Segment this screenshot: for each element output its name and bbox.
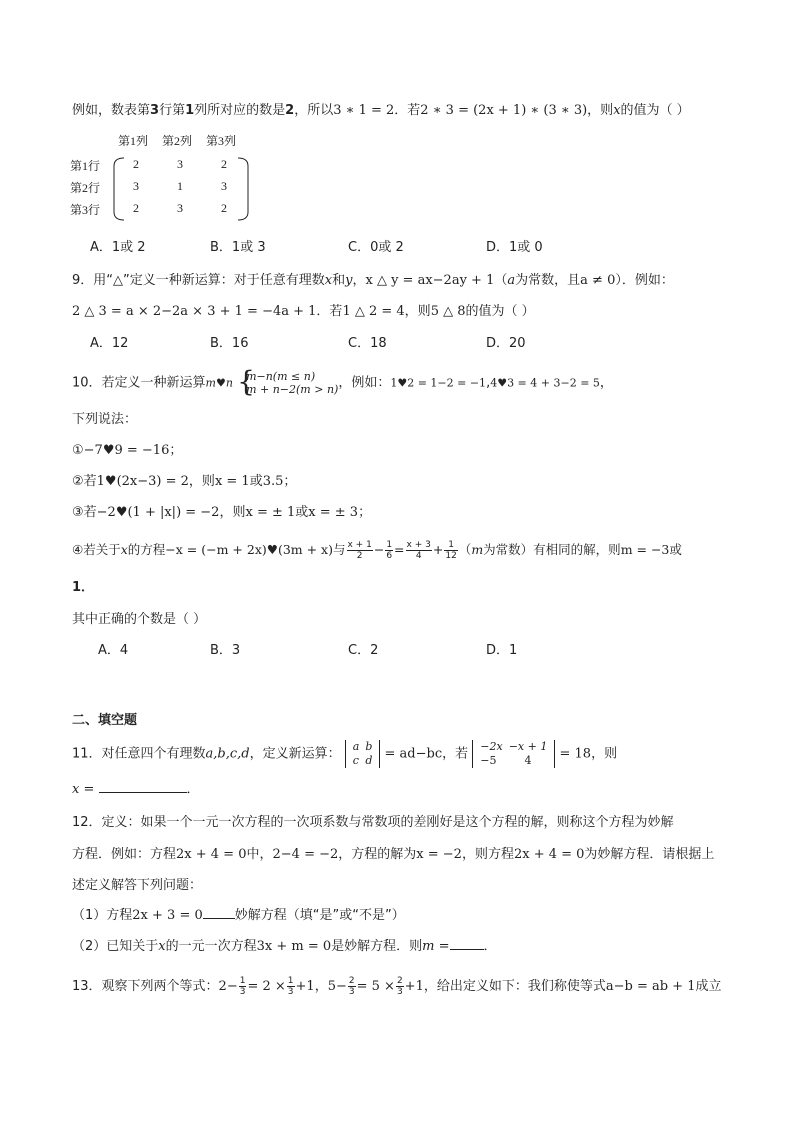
table-cell: 3 [221, 179, 227, 193]
option-d[interactable]: D．1 [486, 643, 518, 658]
q10-text: ； [283, 474, 297, 489]
q10-line2 [72, 410, 137, 430]
q10-math: = [394, 542, 405, 557]
q8-text: 列所对应的数是 [194, 103, 286, 118]
det-cell: b [365, 740, 373, 753]
numerator: 2 [348, 976, 355, 986]
q11-text: ． [186, 782, 200, 797]
q11-math: = 18 [559, 746, 592, 762]
denominator: 3 [396, 987, 403, 997]
q11-math: a,b,c,d [205, 746, 250, 762]
q10-text: ，则 [188, 474, 215, 489]
numerator: 1 [386, 540, 393, 550]
q9-math: 1 △ 2 = 4 [342, 304, 405, 319]
option-a[interactable]: A．4 [98, 643, 129, 658]
q8-stem [72, 101, 690, 121]
q12-math: 3x + m = 0 [256, 939, 332, 954]
q9-text: ．若 [316, 304, 343, 319]
statement-marker: ④若关于 [72, 542, 121, 557]
table-cell: 3 [177, 201, 183, 215]
option-c[interactable]: C．18 [348, 336, 387, 351]
q10-math: −2♥(1 + |x|) = −2 [96, 505, 220, 520]
table-cell: 2 [133, 201, 139, 215]
q12-part2 [72, 937, 497, 957]
q10-s2 [72, 472, 296, 492]
q10-math: −x = (−m + 2x)♥(3m + x) [165, 542, 333, 557]
table-cell: 1 [177, 179, 183, 193]
q10-text: ； [358, 505, 372, 520]
q9-line1 [72, 271, 674, 291]
q12-text: 为妙解方程．请根据上 [584, 847, 715, 862]
option-b[interactable]: B．16 [210, 336, 249, 351]
denominator: 12 [445, 551, 457, 561]
fraction [396, 976, 404, 997]
q12-text: 的一元一次方程 [165, 939, 257, 954]
table-cell: 2 [133, 157, 139, 171]
q10-math: x [120, 542, 128, 557]
q10-math: −7♥9 = −16 [83, 443, 170, 458]
q9-math: a [507, 273, 516, 288]
q10-math: m♥n [205, 376, 233, 390]
q8-text: ，则 [587, 103, 614, 118]
q10-math: x = 1 [214, 474, 250, 489]
determinant [472, 740, 555, 768]
q12-text: 述定义解答下列问题： [72, 878, 203, 893]
q10-text: 1． [72, 580, 95, 595]
q12-text: （1）方程 [72, 908, 133, 923]
statement-marker: ① [72, 443, 84, 458]
q8-math: x [613, 103, 621, 118]
det-cell: c [352, 754, 359, 767]
q10-text: 或 [295, 505, 309, 520]
q9-math: 5 △ 8 [430, 304, 466, 319]
q12-text: ，则方程 [461, 847, 514, 862]
numerator: 1 [287, 976, 294, 986]
q10-math: + [432, 542, 444, 557]
det-cell: a [352, 740, 360, 753]
number-table [70, 132, 270, 224]
q12-math: x = −2 [416, 847, 462, 862]
det-cell: −2x [480, 740, 503, 753]
numerator: 2 [396, 976, 403, 986]
numerator: 1 [444, 540, 457, 551]
denominator: 6 [386, 551, 393, 561]
q10-math: m = −3 [620, 542, 670, 557]
q9-text: 为常数，且 [515, 273, 581, 288]
q10-text: 或 [669, 542, 682, 557]
q13-math: = 5 × [356, 979, 395, 994]
q8-math: 3 ∗ 1 = 2 [333, 103, 395, 118]
row-header: 第3行 [70, 203, 101, 217]
q13-math: 5− [327, 979, 347, 994]
q10-math: m [471, 542, 484, 557]
q10-math: 3.5 [262, 474, 284, 489]
q9-text: 和 [332, 273, 346, 288]
fraction [348, 976, 356, 997]
q11-math: x = [72, 782, 95, 797]
option-c[interactable]: C．0或 2 [348, 240, 404, 255]
numerator: x + 1 [347, 540, 372, 550]
q13-text: ，给出定义如下：我们称使等式 [423, 979, 606, 994]
q10-math: 1♥(2x−3) = 2 [96, 474, 189, 489]
q10-text: 下列说法： [72, 412, 138, 427]
fraction [347, 540, 373, 561]
case-line: m−n(m ≤ n) [246, 370, 316, 383]
q12-text: 是妙解方程．则 [331, 939, 423, 954]
q12-math: 2−4 = −2 [272, 847, 339, 862]
q8-text: ，所以 [294, 103, 334, 118]
q10-math: x = ± 1 [245, 505, 296, 520]
statement-marker: ③若 [72, 505, 97, 520]
table-cell: 2 [221, 201, 227, 215]
row-header: 第2行 [70, 181, 101, 195]
q13-math: 2− [218, 979, 238, 994]
q11-text: 11．对任意四个有理数 [72, 746, 206, 762]
q8-text: 的值为（ ） [620, 103, 690, 118]
q10-text: 其中正确的个数是（ ） [72, 612, 207, 627]
q12-text: ，方程的解为 [338, 847, 417, 862]
denominator: 3 [239, 987, 246, 997]
q11-line2 [72, 780, 200, 800]
section-title-text: 二、填空题 [72, 713, 138, 728]
q13-text: 13．观察下列两个等式： [72, 979, 219, 994]
q12-line3 [72, 876, 202, 896]
q8-text: 行第 [159, 103, 186, 118]
q9-math: y [345, 273, 353, 288]
q9-line2 [72, 302, 535, 322]
q10-math: x = ± 3 [308, 505, 359, 520]
q12-text: 中， [246, 847, 273, 862]
option-b[interactable]: B．1或 3 [210, 240, 266, 255]
q11-text: ，定义新运算： [249, 746, 341, 762]
denominator: 3 [348, 987, 355, 997]
q10-text: （ [458, 542, 472, 557]
option-d[interactable]: D．20 [486, 336, 526, 351]
q12-line1 [72, 813, 674, 833]
q10-text: ，例如： [338, 375, 391, 391]
option-c[interactable]: C．2 [348, 643, 379, 658]
q13-math: +1 [295, 979, 315, 994]
q10-text: 10．若定义一种新运算 [72, 375, 206, 391]
q12-math: 2x + 3 = 0 [132, 908, 203, 923]
col-header: 第1列 [118, 134, 149, 148]
q13-line1 [72, 976, 722, 997]
denominator: 2 [356, 551, 363, 561]
q12-math: 2x + 4 = 0 [513, 847, 585, 862]
q10-text: ， [599, 375, 613, 391]
q12-text: ． [483, 939, 497, 954]
q9-text: 9．用“△”定义一种新运算：对于任意有理数 [72, 273, 325, 288]
q9-text: ，则 [404, 304, 431, 319]
q13-text: 成立 [695, 979, 722, 994]
q10-math: 1♥2 = 1−2 = −1 [390, 376, 487, 390]
determinant [345, 740, 381, 768]
q9-text: 的值为（ ） [465, 304, 535, 319]
q12-math: x [158, 939, 166, 954]
q8-num: 3 [150, 103, 160, 118]
q10-s3 [72, 503, 371, 523]
fraction [287, 976, 295, 997]
q12-math: 2x + 4 = 0 [176, 847, 247, 862]
q8-text: ．若 [394, 103, 421, 118]
fraction [406, 540, 432, 561]
statement-marker: ②若 [72, 474, 97, 489]
option-a[interactable]: A．1或 2 [90, 240, 146, 255]
det-cell: 4 [524, 754, 532, 767]
q9-text: （ [494, 273, 508, 288]
q10-math: − [373, 542, 385, 557]
answer-blank[interactable] [99, 780, 187, 793]
table-cell: 2 [221, 157, 227, 171]
section-title [72, 711, 137, 731]
q12-text: 12．定义：如果一个一元一次方程的一次项系数与常数项的差刚好是这个方程的解，则称这个方程为妙解 [72, 815, 674, 830]
table-cell: 3 [177, 157, 183, 171]
denominator: 3 [287, 987, 294, 997]
q10-text: ； [169, 443, 183, 458]
q10-text: 的方程 [127, 542, 166, 557]
q10-ask [72, 610, 206, 630]
col-header: 第2列 [162, 134, 193, 148]
row-header: 第1行 [70, 159, 101, 173]
q13-math: = 2 × [247, 979, 286, 994]
numerator: x + 3 [406, 540, 431, 550]
det-cell: −5 [480, 754, 497, 767]
q10-text: 或 [249, 474, 263, 489]
q10-s1 [72, 441, 182, 461]
denominator: 4 [415, 551, 422, 561]
q10-s4 [72, 540, 682, 561]
q12-math: m = [422, 939, 450, 954]
fraction [444, 540, 457, 561]
det-cell: d [365, 754, 373, 767]
case-line: m + n−2(m > n) [246, 383, 339, 396]
q10-s4-cont [72, 578, 94, 598]
q10-text: 与 [332, 542, 346, 557]
table-cell: 3 [133, 179, 139, 193]
q13-math: a−b = ab + 1 [605, 979, 696, 994]
q11-line1 [72, 740, 617, 768]
q9-math: a ≠ 0 [580, 273, 616, 288]
q11-text: ，若 [442, 746, 469, 762]
q8-num: 2 [285, 103, 295, 118]
q12-part1 [72, 906, 405, 926]
q10-math: 4♥3 = 4 + 3−2 = 5 [490, 376, 600, 390]
q13-text: ， [314, 979, 328, 994]
q10-text: 为常数）有相同的解，则 [483, 542, 621, 557]
q11-math: = ad−bc [384, 746, 443, 762]
q12-text: （2）已知关于 [72, 939, 159, 954]
q12-text: 方程．例如：方程 [72, 847, 177, 862]
option-b[interactable]: B．3 [210, 643, 241, 658]
q8-text: 例如，数表第 [72, 103, 151, 118]
q9-math: x △ y = ax−2ay + 1 [365, 273, 495, 288]
q9-math: 2 △ 3 = a × 2−2a × 3 + 1 = −4a + 1 [72, 304, 317, 319]
q9-text: ）．例如： [615, 273, 674, 288]
q13-math: +1 [404, 979, 424, 994]
q8-num: 1 [185, 103, 195, 118]
q10-text: , [486, 375, 491, 391]
answer-blank[interactable] [203, 906, 235, 919]
numerator: 1 [239, 976, 246, 986]
fraction [385, 540, 393, 561]
q9-text: ， [352, 273, 366, 288]
col-header: 第3列 [206, 134, 237, 148]
q11-text: ，则 [591, 746, 618, 762]
option-d[interactable]: D．1或 0 [486, 240, 543, 255]
det-cell: −x + 1 [508, 740, 548, 753]
q10-line1 [72, 365, 613, 398]
answer-blank[interactable] [450, 937, 484, 950]
brace-icon: { [237, 365, 255, 398]
q12-text: 妙解方程（填“是”或“不是”） [234, 908, 405, 923]
fraction [239, 976, 247, 997]
q10-piecewise [237, 365, 339, 398]
option-a[interactable]: A．12 [90, 336, 129, 351]
q8-math: 2 ∗ 3 = (2x + 1) ∗ (3 ∗ 3) [420, 103, 588, 118]
q12-line2 [72, 845, 714, 865]
q10-text: ，则 [219, 505, 246, 520]
q9-math: x [324, 273, 333, 288]
